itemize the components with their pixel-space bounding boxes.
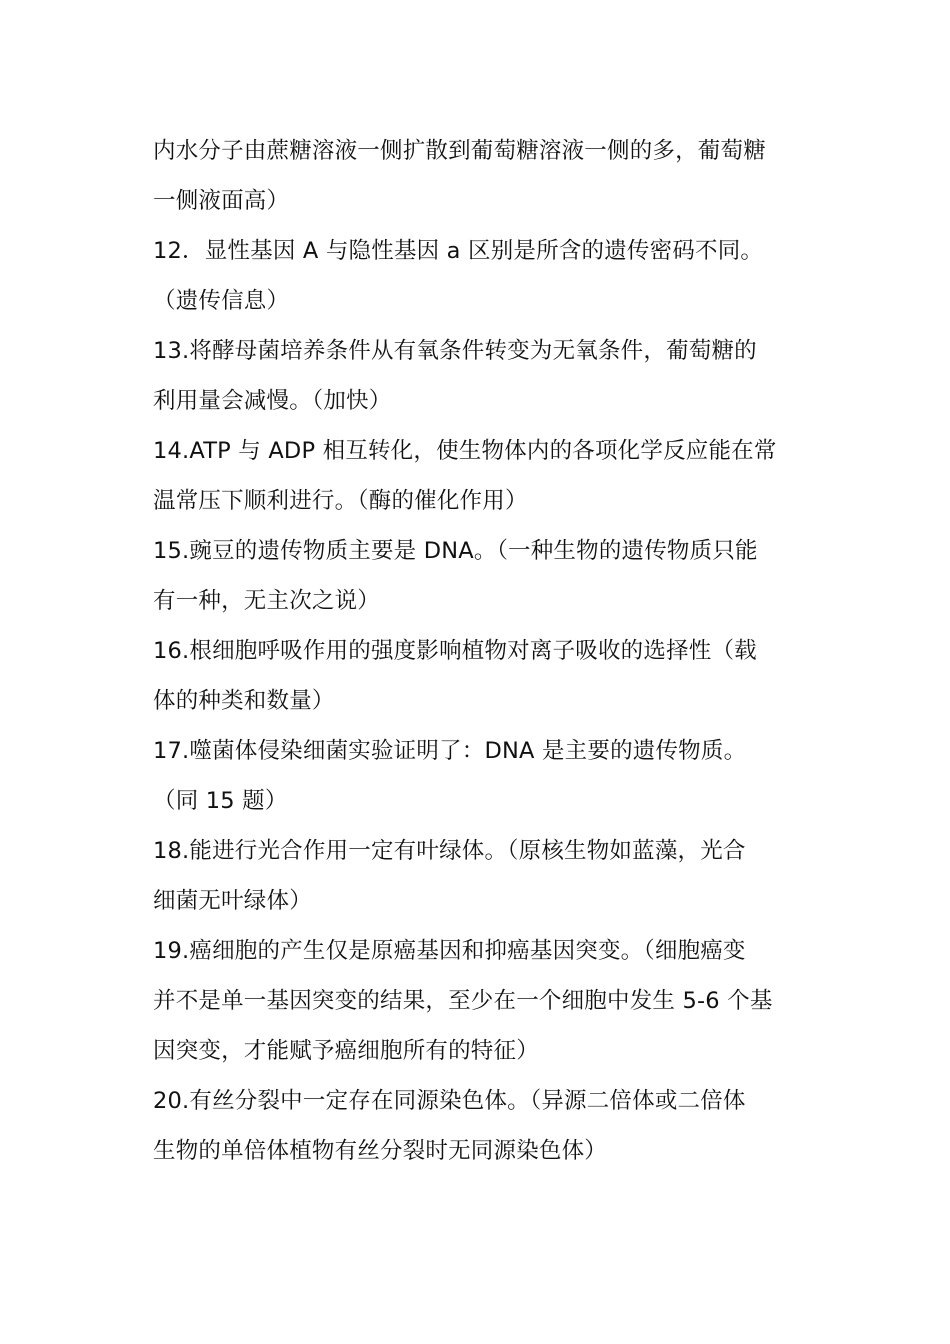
text-line: 细菌无叶绿体） [153, 888, 312, 914]
question-13: 13.将酵母菌培养条件从有氧条件转变为无氧条件，葡萄糖的 [153, 338, 757, 364]
text-line: 体的种类和数量） [153, 688, 335, 714]
text-line: 并不是单一基因突变的结果，至少在一个细胞中发生 5-6 个基 [153, 988, 773, 1014]
question-17: 17.噬菌体侵染细菌实验证明了：DNA 是主要的遗传物质。 [153, 738, 747, 764]
text-line: 生物的单倍体植物有丝分裂时无同源染色体） [153, 1138, 608, 1164]
text-line: 温常压下顺利进行。（酶的催化作用） [153, 488, 528, 514]
answer-12: （遗传信息） [153, 288, 290, 314]
question-18: 18.能进行光合作用一定有叶绿体。（原核生物如蓝藻，光合 [153, 838, 746, 864]
text-line: 一侧液面高） [153, 188, 290, 214]
answer-17: （同 15 题） [153, 788, 288, 814]
text-line: 有一种，无主次之说） [153, 588, 381, 614]
question-12: 12．显性基因 A 与隐性基因 a 区别是所含的遗传密码不同。 [153, 238, 764, 264]
document-body [153, 126, 803, 1176]
text-line: 内水分子由蔗糖溶液一侧扩散到葡萄糖溶液一侧的多，葡萄糖 [153, 138, 766, 164]
text-line: 因突变，才能赋予癌细胞所有的特征） [153, 1038, 539, 1064]
question-16: 16.根细胞呼吸作用的强度影响植物对离子吸收的选择性（载 [153, 638, 757, 664]
question-20: 20.有丝分裂中一定存在同源染色体。（异源二倍体或二倍体 [153, 1088, 746, 1114]
question-14: 14.ATP 与 ADP 相互转化，使生物体内的各项化学反应能在常 [153, 438, 777, 464]
question-19: 19.癌细胞的产生仅是原癌基因和抑癌基因突变。（细胞癌变 [153, 938, 746, 964]
question-15: 15.豌豆的遗传物质主要是 DNA。（一种生物的遗传物质只能 [153, 538, 758, 564]
text-line: 利用量会减慢。（加快） [153, 388, 392, 414]
